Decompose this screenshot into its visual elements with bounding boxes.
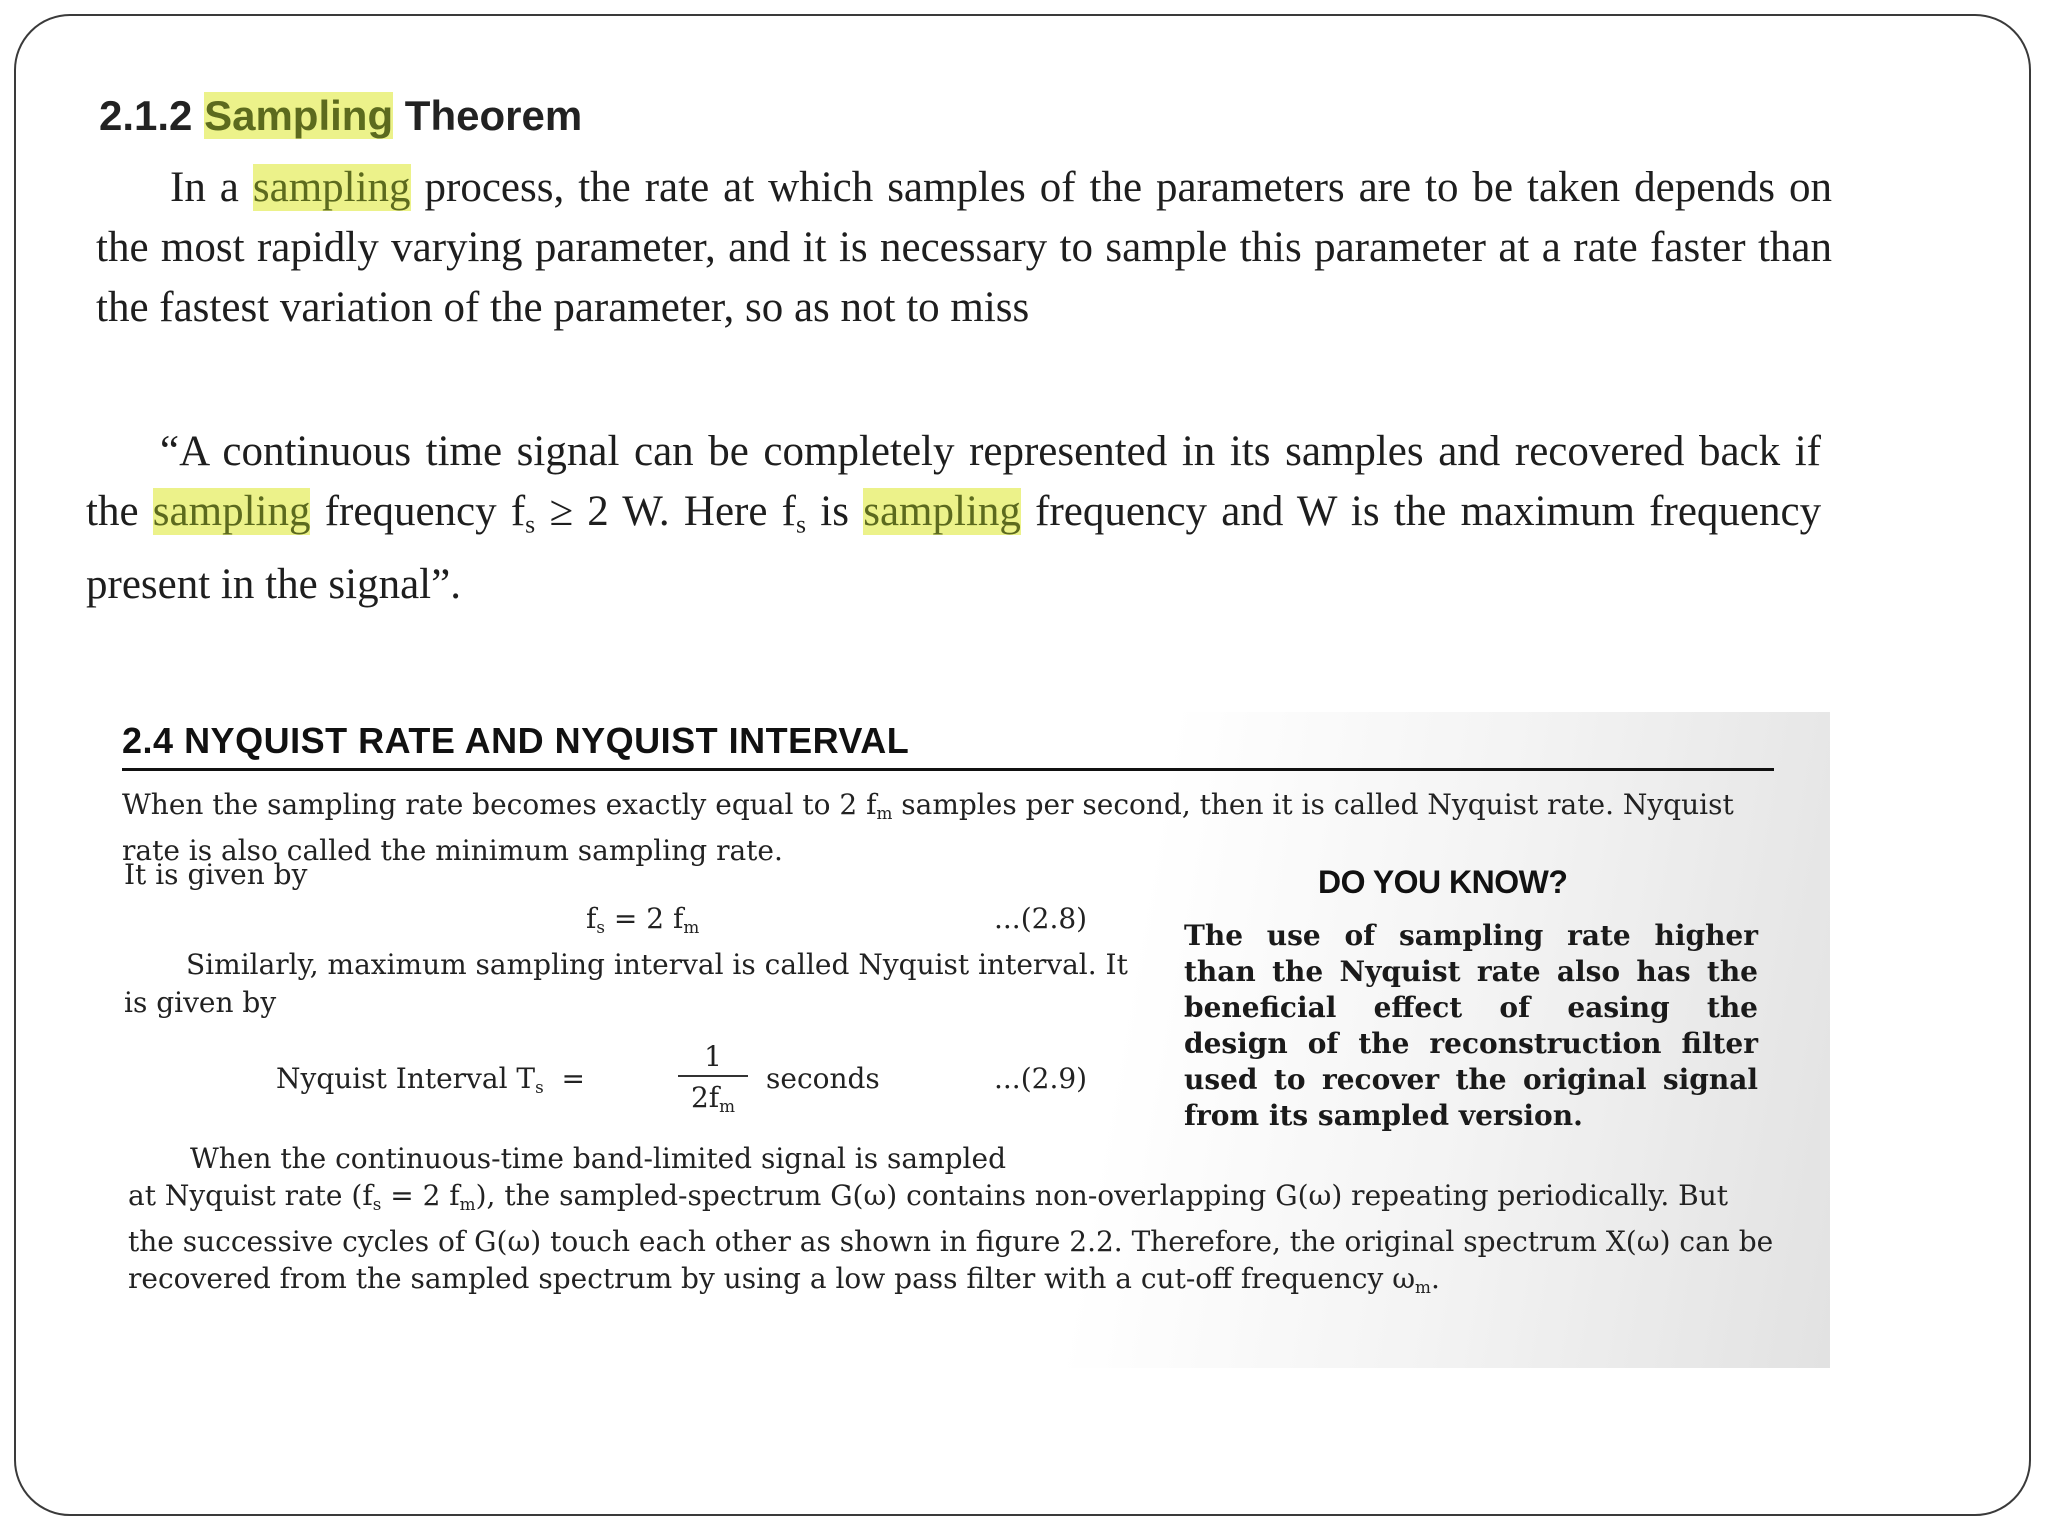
sampling-paragraph <box>96 158 1832 338</box>
subscript: m <box>459 1194 476 1215</box>
para-text: In a <box>170 164 239 211</box>
quote-text: frequency and W is the maximum frequency present in the signal”. <box>86 488 1822 608</box>
subscript: m <box>1415 1277 1431 1298</box>
para-text: . <box>1430 1262 1440 1296</box>
equation-2-8 <box>586 902 699 937</box>
equals-sign: = <box>561 1062 586 1095</box>
highlighted-word: sampling <box>252 164 411 211</box>
subscript: s <box>596 917 605 938</box>
fraction-denominator <box>678 1077 748 1116</box>
denominator-text: 2f <box>690 1081 720 1114</box>
fraction-numerator: 1 <box>678 1040 748 1077</box>
para-text: = 2 f <box>390 1179 460 1212</box>
eq-symbol: = 2 f <box>613 902 684 935</box>
section-title-sampling-theorem <box>99 92 582 140</box>
section-number: 2.1.2 <box>99 92 193 139</box>
subscript: m <box>719 1096 736 1117</box>
subscript: s <box>525 509 536 539</box>
heading-underline <box>122 768 1774 771</box>
para-text: samples per second, then it is called Nyquist rate. Nyquist rate is also called the minimum sampling rate. <box>122 788 1734 868</box>
nyquist-interval-paragraph: Similarly, maximum sampling interval is called Nyquist interval. It is given by <box>124 948 1128 1019</box>
para-text: When the continuous-time band-limited signal is sampled <box>190 1142 1007 1175</box>
equation-number: ...(2.9) <box>994 1062 1088 1095</box>
para-text: at Nyquist rate (f <box>128 1179 373 1212</box>
highlighted-word: sampling <box>863 488 1021 535</box>
heading-number: 2.4 <box>122 720 174 761</box>
subscript: s <box>535 1077 544 1098</box>
equation-unit: seconds <box>766 1062 880 1095</box>
para-text: process, the rate at which samples of the parameters are to be taken depends on the most rapidly varying parameter, and it is necessary to sample this parameter at a rate faster than the fastest variation of the parameter, so as not to miss <box>96 164 1833 331</box>
highlighted-word: Sampling <box>204 92 394 139</box>
nyquist-rate-paragraph <box>122 786 1782 869</box>
highlighted-word: sampling <box>152 488 311 535</box>
heading-text: NYQUIST RATE AND NYQUIST INTERVAL <box>184 720 910 761</box>
eq-text: Nyquist Interval T <box>276 1062 536 1095</box>
subscript: s <box>372 1194 382 1215</box>
section-heading-nyquist <box>122 720 909 762</box>
subscript: m <box>683 917 700 938</box>
subscript: s <box>796 509 807 539</box>
para-text: ), the sampled-spectrum G(ω) contains non-overlapping G(ω) repeating periodically. But the successive cycles of G(ω) touch each other as shown in figure 2.2. Therefore, the original spectrum X(ω) can be recovered from the sampled spectrum by using a low pass filter with a cut-off frequency ω <box>128 1179 1774 1296</box>
quote-text: frequency f <box>324 488 526 535</box>
sampling-spectrum-paragraph <box>128 1140 1778 1306</box>
equation-2-9-lhs <box>276 1062 585 1097</box>
eq-symbol: f <box>586 902 597 935</box>
do-you-know-title: DO YOU KNOW? <box>1318 864 1568 900</box>
quote-text: ≥ 2 W. Here f <box>549 488 796 535</box>
subscript: m <box>876 803 893 824</box>
para-text: When the sampling rate becomes exactly equal to 2 f <box>122 788 877 821</box>
quote-text: “A continuous time signal can be completely represented in its samples and recovered back if the <box>86 428 1821 535</box>
given-by-text: It is given by <box>124 858 308 891</box>
sampling-theorem-quote <box>86 422 1821 615</box>
do-you-know-body: The use of sampling rate higher than the Nyquist rate also has the beneficial effect of easing the design of the reconstruction filter used to recover the original signal from its sampled version. <box>1184 919 1758 1132</box>
title-text: Theorem <box>404 92 583 139</box>
equation-number: ...(2.8) <box>994 902 1088 935</box>
fraction <box>678 1040 748 1116</box>
quote-text: is <box>820 488 849 535</box>
